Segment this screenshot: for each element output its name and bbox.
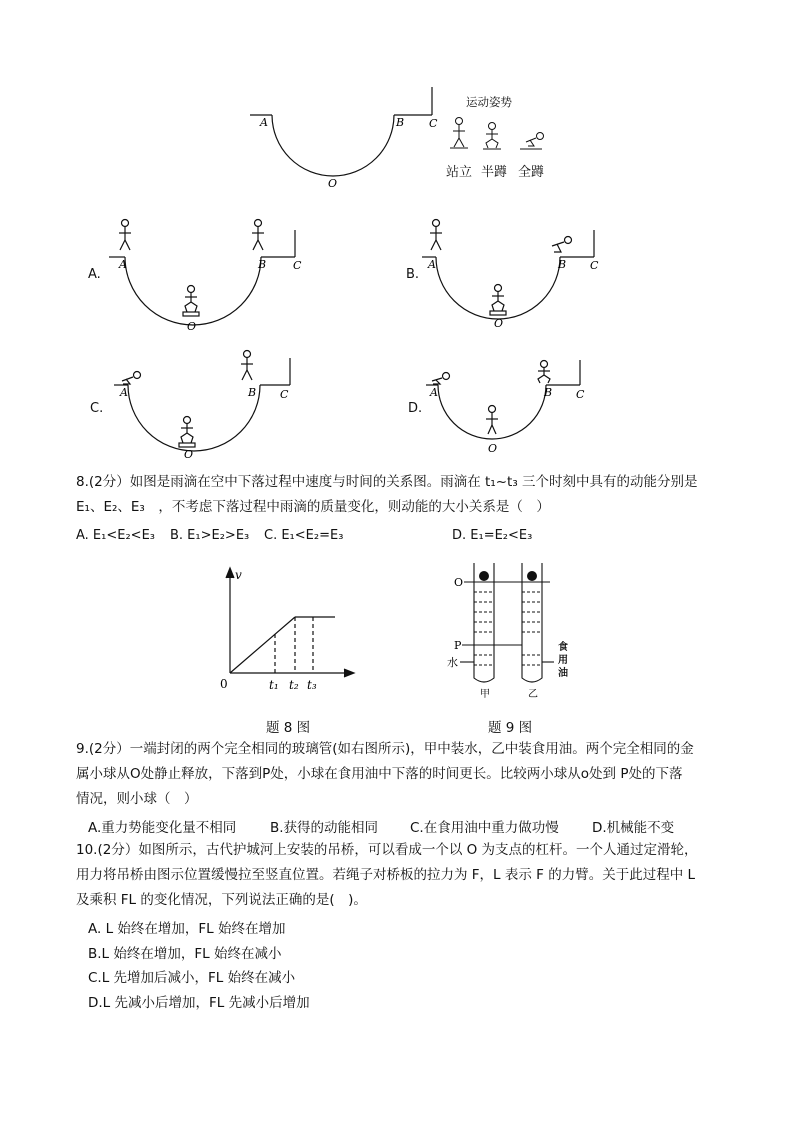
q10-option-d[interactable]: D.L 先减小后增加，FL 先减小后增加 <box>88 995 310 1011</box>
q7-option-b-letter[interactable]: B. <box>406 267 420 282</box>
svg-text:C: C <box>576 388 585 401</box>
q10-line-3: 及乘积 FL 的变化情况，下列说法正确的是( )。 <box>76 892 367 908</box>
svg-text:B: B <box>558 258 567 271</box>
label-o: O <box>328 177 338 190</box>
ball-left-icon <box>479 571 489 581</box>
two-tubes-figure <box>440 560 590 705</box>
ball-right-icon <box>527 571 537 581</box>
q9-option-d[interactable]: D.机械能不变 <box>592 820 675 836</box>
svg-text:B: B <box>544 386 553 399</box>
graph-y-label: v <box>235 568 242 582</box>
svg-text:A: A <box>119 258 127 271</box>
label-o-point: O <box>454 576 464 589</box>
fig9-caption: 题 9 图 <box>488 720 533 736</box>
q7-option-b-figure[interactable] <box>418 212 618 337</box>
q8-option-d[interactable]: D. E₁=E₂<E₃ <box>452 528 533 543</box>
label-tube-jia: 甲 <box>480 689 490 700</box>
legend-title: 运动姿势 <box>466 95 512 109</box>
q9-line-2: 属小球从O处静止释放，下落到P处，小球在食用油中下落的时间更长。比较两小球从o处到 P处的下落 <box>76 766 683 782</box>
pose-legend-icons <box>444 116 554 156</box>
label-b: B <box>396 116 405 129</box>
full-squat-pose-icon <box>520 133 544 150</box>
q9-line-1: 9.(2分）一端封闭的两个完全相同的玻璃管(如右图所示)，甲中装水，乙中装食用油。两个完全相同的金 <box>76 741 694 757</box>
svg-text:A: A <box>430 386 438 399</box>
velocity-time-graph <box>210 560 360 695</box>
q9-option-b[interactable]: B.获得的动能相同 <box>270 820 379 836</box>
svg-text:C: C <box>590 259 599 272</box>
half-squat-pose-icon <box>483 123 501 150</box>
tick-t1: t₁ <box>269 678 279 692</box>
standing-pose-icon <box>450 118 468 149</box>
q7-option-c-figure[interactable] <box>110 348 310 463</box>
graph-origin-label: 0 <box>220 677 228 691</box>
label-cooking-oil: 食 用 油 <box>558 642 568 679</box>
q8-option-b[interactable]: B. E₁>E₂>E₃ <box>170 528 250 543</box>
tick-t2: t₂ <box>289 678 299 692</box>
pose-full-squat-label: 全蹲 <box>518 165 545 180</box>
q7-option-d-figure[interactable] <box>422 352 622 462</box>
label-a: A <box>260 116 268 129</box>
label-p-point: P <box>454 639 462 652</box>
q10-line-2: 用力将吊桥由图示位置缓慢拉至竖直位置。若绳子对桥板的拉力为 F，L 表示 F 的力臂。关于此过程中 L <box>76 867 696 883</box>
q8-line-2: E₁、E₂、E₃ ，不考虑下落过程中雨滴的质量变化，则动能的大小关系是（ ） <box>76 499 550 515</box>
svg-text:A: A <box>428 258 436 271</box>
q10-line-1: 10.(2分）如图所示，古代护城河上安装的吊桥，可以看成一个以 O 为支点的杠杆。一个人通过定滑轮， <box>76 842 698 858</box>
svg-text:C: C <box>293 259 302 272</box>
q9-line-3: 情况，则小球（ ） <box>76 791 198 807</box>
pose-half-squat-label: 半蹲 <box>481 165 508 180</box>
q10-option-a[interactable]: A. L 始终在增加，FL 始终在增加 <box>88 921 286 937</box>
svg-text:A: A <box>120 386 128 399</box>
q7-option-c-letter[interactable]: C. <box>90 401 104 416</box>
label-c: C <box>429 117 438 130</box>
label-water: 水 <box>447 656 458 669</box>
q7-option-d-letter[interactable]: D. <box>408 401 423 416</box>
svg-text:B: B <box>248 386 257 399</box>
label-tube-yi: 乙 <box>528 689 538 700</box>
q10-option-b[interactable]: B.L 始终在增加，FL 始终在减小 <box>88 946 282 962</box>
q9-option-a[interactable]: A.重力势能变化量不相同 <box>88 820 237 836</box>
q7-option-a-figure[interactable] <box>105 212 315 337</box>
q8-option-a[interactable]: A. E₁<E₂<E₃ <box>76 528 155 543</box>
pose-standing-label: 站立 <box>446 165 473 180</box>
q8-line-1: 8.(2分）如图是雨滴在空中下落过程中速度与时间的关系图。雨滴在 t₁~t₃ 三个时刻中具有的动能分别是 <box>76 474 698 490</box>
svg-text:O: O <box>184 448 194 461</box>
svg-text:O: O <box>494 317 504 330</box>
svg-text:C: C <box>280 388 289 401</box>
svg-text:O: O <box>488 442 498 455</box>
svg-text:O: O <box>187 320 197 333</box>
q10-option-c[interactable]: C.L 先增加后减小，FL 始终在减小 <box>88 970 296 986</box>
svg-text:B: B <box>258 258 267 271</box>
fig8-caption: 题 8 图 <box>266 720 311 736</box>
tick-t3: t₃ <box>307 678 317 692</box>
q8-option-c[interactable]: C. E₁<E₂=E₃ <box>264 528 344 543</box>
q7-option-a-letter[interactable]: A. <box>88 267 101 282</box>
q9-option-c[interactable]: C.在食用油中重力做功慢 <box>410 820 559 836</box>
